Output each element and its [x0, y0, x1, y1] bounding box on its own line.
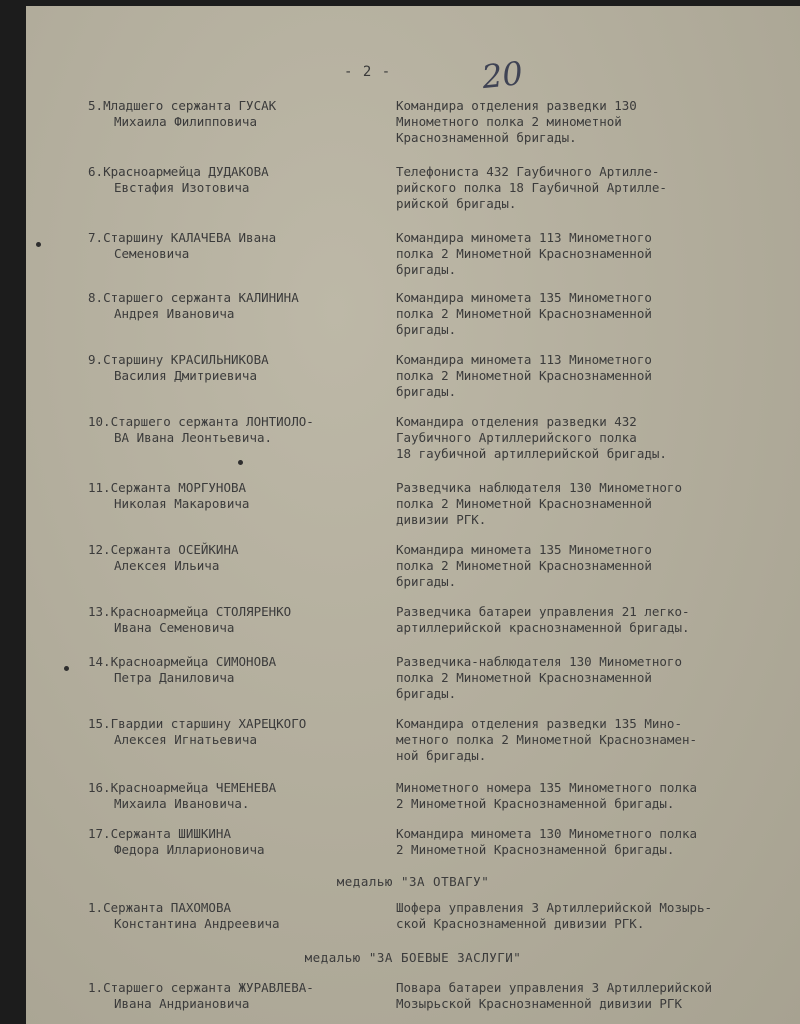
ink-mark: [238, 460, 243, 465]
recipient-position: Командира миномета 113 Минометного полка 2 Минометной Краснознаменной бригады.: [396, 352, 652, 399]
recipient-position: Командира отделения разведки 130 Минометного полка 2 минометной Краснознаменной бригады.: [396, 98, 637, 145]
recipient-position: Командира отделения разведки 135 Мино- метного полка 2 Минометной Краснознамен- ной бригады.: [396, 716, 698, 763]
recipient-name: 17.Сержанта ШИШКИНА Федора Илларионовича: [88, 826, 265, 857]
recipient-name: 12.Сержанта ОСЕЙКИНА Алексея Ильича: [88, 542, 239, 573]
ink-mark: [64, 666, 69, 671]
recipient-position: Разведчика батареи управления 21 легко- артиллерийской краснознаменной бригады.: [396, 604, 690, 635]
document-sheet: [26, 6, 800, 1024]
recipient-position: Минометного номера 135 Минометного полка 2 Минометной Краснознаменной бригады.: [396, 780, 698, 811]
page-number: - 2 -: [344, 64, 392, 80]
recipient-name: 1.Старшего сержанта ЖУРАВЛЕВА- Ивана Андриановича: [88, 980, 314, 1011]
handwritten-folio-number: 20: [480, 53, 525, 97]
recipient-name: 16.Красноармейца ЧЕМЕНЕВА Михаила Ивановича.: [88, 780, 277, 811]
recipient-position: Шофера управления 3 Артиллерийской Мозырь- ской Краснознаменной дивизии РГК.: [396, 900, 713, 931]
recipient-position: Командира отделения разведки 432 Гаубичного Артиллерийского полка 18 гаубичной артиллерийской бригады.: [396, 414, 667, 461]
recipient-name: 10.Старшего сержанта ЛОНТИОЛО- ВА Ивана Леонтьевича.: [88, 414, 314, 445]
ink-mark: [36, 242, 41, 247]
recipient-name: 1.Сержанта ПАХОМОВА Константина Андреевича: [88, 900, 280, 931]
recipient-position: Разведчика-наблюдателя 130 Минометного полка 2 Минометной Краснознаменной бригады.: [396, 654, 682, 701]
recipient-name: 5.Младшего сержанта ГУСАК Михаила Филипповича: [88, 98, 277, 129]
recipient-position: Телефониста 432 Гаубичного Артилле- рийского полка 18 Гаубичной Артилле- рийской бригады.: [396, 164, 667, 211]
recipient-position: Разведчика наблюдателя 130 Минометного полка 2 Минометной Краснознаменной дивизии РГК.: [396, 480, 682, 527]
recipient-position: Командира миномета 135 Минометного полка 2 Минометной Краснознаменной бригады.: [396, 290, 652, 337]
section-title-za-boevye-zaslugi: медалью "ЗА БОЕВЫЕ ЗАСЛУГИ": [304, 950, 522, 965]
recipient-name: 13.Красноармейца СТОЛЯРЕНКО Ивана Семеновича: [88, 604, 292, 635]
recipient-name: 7.Старшину КАЛАЧЕВА Ивана Семеновича: [88, 230, 277, 261]
recipient-name: 14.Красноармейца СИМОНОВА Петра Даниловича: [88, 654, 277, 685]
recipient-name: 6.Красноармейца ДУДАКОВА Евстафия Изотовича: [88, 164, 269, 195]
recipient-position: Командира миномета 135 Минометного полка 2 Минометной Краснознаменной бригады.: [396, 542, 652, 589]
recipient-position: Командира миномета 113 Минометного полка 2 Минометной Краснознаменной бригады.: [396, 230, 652, 277]
recipient-position: Повара батареи управления 3 Артиллерийской Мозырьской Краснознаменной дивизии РГК: [396, 980, 713, 1011]
recipient-name: 9.Старшину КРАСИЛЬНИКОВА Василия Дмитриевича: [88, 352, 269, 383]
recipient-position: Командира миномета 130 Минометного полка 2 Минометной Краснознаменной бригады.: [396, 826, 698, 857]
recipient-name: 8.Старшего сержанта КАЛИНИНА Андрея Ивановича: [88, 290, 299, 321]
recipient-name: 15.Гвардии старшину ХАРЕЦКОГО Алексея Игнатьевича: [88, 716, 307, 747]
section-title-za-otvagu: медалью "ЗА ОТВАГУ": [336, 874, 490, 889]
recipient-name: 11.Сержанта МОРГУНОВА Николая Макаровича: [88, 480, 250, 511]
